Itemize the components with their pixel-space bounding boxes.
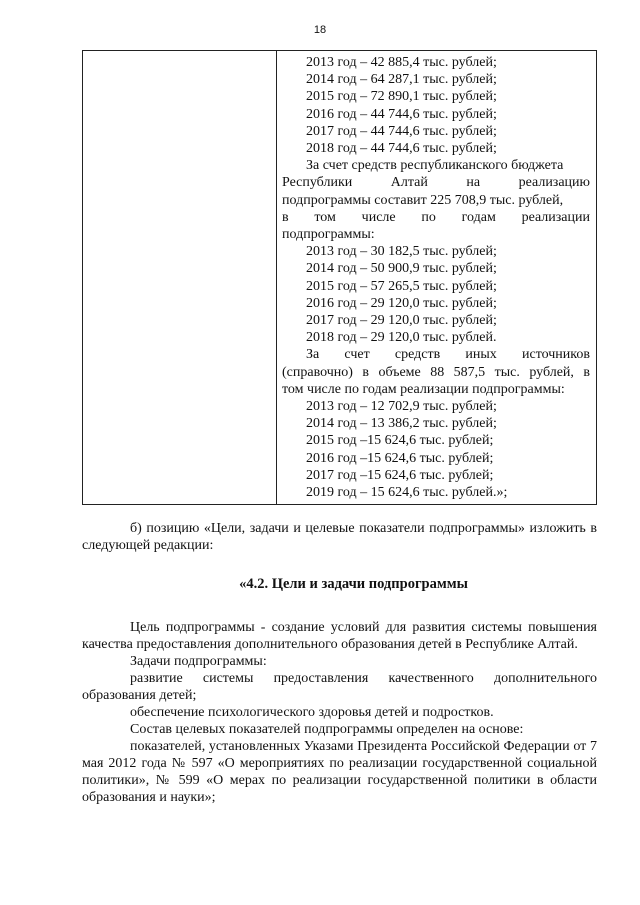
goal-paragraph: Цель подпрограммы - создание условий для развития системы повышения качества предоставления дополнительного образования детей в Республике Алтай.: [82, 620, 597, 652]
republic-text-line: подпрограммы:: [282, 227, 375, 243]
funding-table: [82, 50, 597, 505]
republic-text-line: подпрограммы составит 225 708,9 тыс. рублей,: [282, 192, 564, 208]
republic-year-2017: 2017 год – 29 120,0 тыс. рублей;: [306, 313, 497, 329]
federal-year-2016: 2016 год – 44 744,6 тыс. рублей;: [306, 106, 497, 122]
other-year-2017: 2017 год –15 624,6 тыс. рублей;: [306, 467, 494, 483]
other-text-line: том числе по годам реализации подпрограммы:: [282, 381, 565, 397]
other-text-line: (справочно) в объеме 88 587,5 тыс. рублей, в: [282, 364, 590, 380]
other-year-2015: 2015 год –15 624,6 тыс. рублей;: [306, 433, 494, 449]
federal-year-2013: 2013 год – 42 885,4 тыс. рублей;: [306, 55, 497, 70]
table-left-cell: [83, 51, 277, 504]
section-heading: «4.2. Цели и задачи подпрограммы: [239, 576, 468, 592]
republic-year-2015: 2015 год – 57 265,5 тыс. рублей;: [306, 278, 497, 294]
republic-text-line: Республики Алтай на реализацию: [282, 175, 590, 191]
republic-text-line: в том числе по годам реализации: [282, 209, 590, 225]
page-number: 18: [313, 24, 327, 36]
document-body: [82, 520, 597, 806]
task-item: обеспечение психологического здоровья детей и подростков.: [130, 705, 494, 720]
federal-year-2014: 2014 год – 64 287,1 тыс. рублей;: [306, 72, 497, 88]
indicators-basis: показателей, установленных Указами Президента Российской Федерации от 7 мая 2012 года № 597 «О мероприятиях по реализации государственной социальной политики», № 599 «О мерах по реализации государственной политики в области образования и науки»;: [82, 739, 597, 805]
indicators-intro: Состав целевых показателей подпрограммы определен на основе:: [130, 722, 524, 737]
republic-year-2016: 2016 год – 29 120,0 тыс. рублей;: [306, 295, 497, 311]
republic-year-2018: 2018 год – 29 120,0 тыс. рублей.: [306, 330, 497, 346]
republic-text-line: За счет средств республиканского бюджета: [306, 158, 564, 174]
task-item: развитие системы предоставления качественного дополнительного образования детей;: [82, 671, 597, 703]
other-text-line: За счет средств иных источников: [306, 347, 590, 363]
republic-year-2014: 2014 год – 50 900,9 тыс. рублей;: [306, 261, 497, 277]
federal-year-2017: 2017 год – 44 744,6 тыс. рублей;: [306, 123, 497, 139]
other-year-2014: 2014 год – 13 386,2 тыс. рублей;: [306, 416, 497, 432]
tasks-label: Задачи подпрограммы:: [130, 654, 267, 669]
federal-year-2018: 2018 год – 44 744,6 тыс. рублей;: [306, 141, 497, 157]
republic-year-2013: 2013 год – 30 182,5 тыс. рублей;: [306, 244, 497, 260]
other-year-2016: 2016 год –15 624,6 тыс. рублей;: [306, 450, 494, 466]
other-year-2019: 2019 год – 15 624,6 тыс. рублей.»;: [306, 485, 508, 501]
other-year-2013: 2013 год – 12 702,9 тыс. рублей;: [306, 399, 497, 415]
intro-paragraph: б) позицию «Цели, задачи и целевые показатели подпрограммы» изложить в следующей редакции:: [82, 521, 597, 553]
federal-year-2015: 2015 год – 72 890,1 тыс. рублей;: [306, 89, 497, 105]
table-right-cell: [282, 54, 590, 501]
